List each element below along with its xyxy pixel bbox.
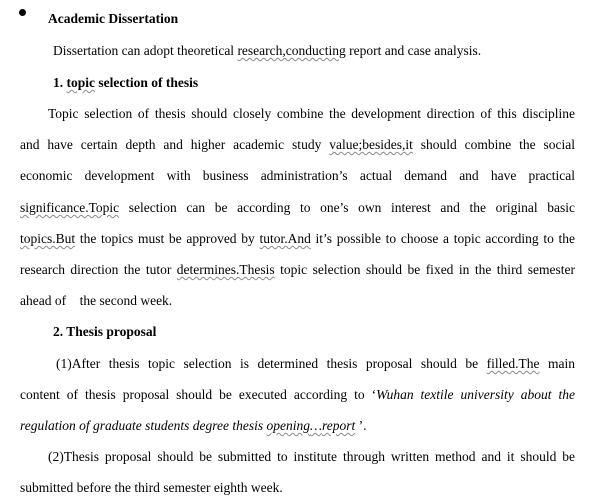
section-heading: Academic Dissertation bbox=[48, 11, 179, 26]
paragraph-line: (1)After thesis topic selection is determined thesis proposal should be filled.The main bbox=[56, 356, 575, 371]
intro-paragraph: Dissertation can adopt theoretical research,conducting report and case analysis. bbox=[53, 43, 482, 58]
subheading-thesis-proposal: 2. Thesis proposal bbox=[53, 324, 157, 339]
paragraph-line: research direction the tutor determines.Thesis topic selection should be fixed in the third semester bbox=[20, 262, 576, 277]
paragraph-line: and have certain depth and higher academic study value;besides,it should combine the social bbox=[20, 137, 575, 152]
paragraph-line: Topic selection of thesis should closely combine the development direction of this discipline bbox=[48, 106, 575, 121]
paragraph-line: ahead of the second week. bbox=[20, 293, 173, 308]
paragraph-line: economic development with business administration’s actual demand and have practical bbox=[20, 168, 575, 183]
paragraph-line: submitted before the third semester eighth week. bbox=[20, 480, 283, 495]
bullet-icon bbox=[19, 9, 26, 16]
paragraph-line: regulation of graduate students degree thesis opening…report ’. bbox=[20, 418, 367, 433]
paragraph-line: topics.But the topics must be approved by tutor.And it’s possible to choose a topic according to the bbox=[20, 231, 576, 246]
subheading-topic-selection: 1. topic selection of thesis bbox=[53, 75, 199, 90]
paragraph-line: (2)Thesis proposal should be submitted to institute through written method and it should be bbox=[48, 449, 575, 464]
paragraph-line: content of thesis proposal should be executed according to ‘Wuhan textile university about the bbox=[20, 387, 575, 402]
paragraph-line: significance.Topic selection can be according to one’s own interest and the original basic bbox=[20, 200, 575, 215]
